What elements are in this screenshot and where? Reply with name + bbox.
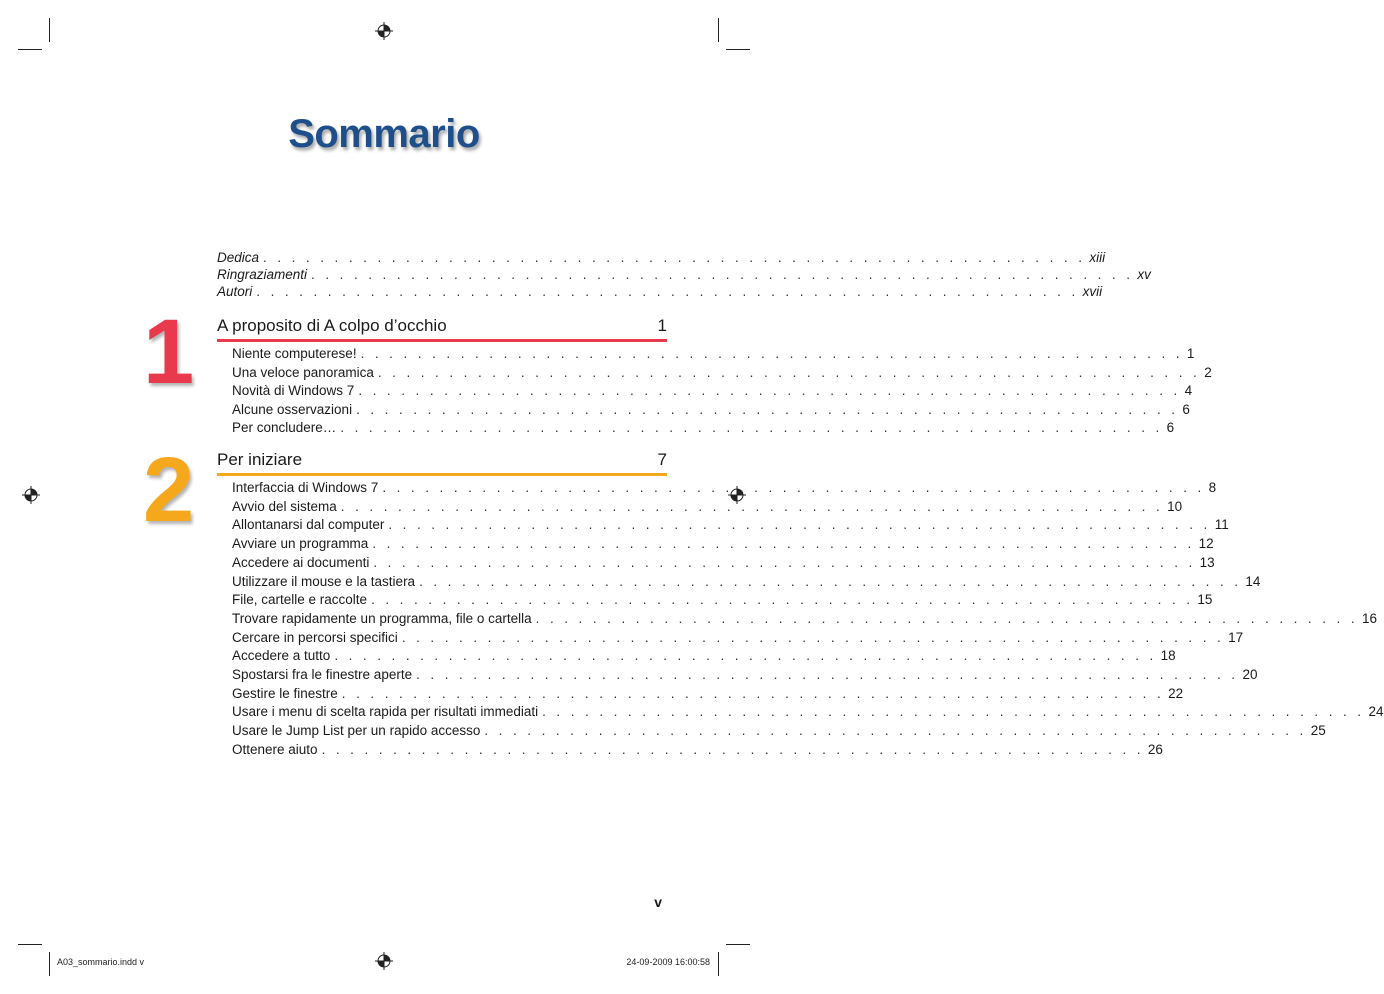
chapter-rule: [217, 473, 667, 476]
toc-entry-label: Utilizzare il mouse e la tastiera: [232, 573, 416, 589]
toc-entry-label: File, cartelle e raccolte: [232, 592, 368, 608]
leader-dots: . . . . . . . . . . . . . . . . . . . . . . . . . . . . . . . . . . . . . . . . . . . . . . . . . . . . . . . . . .: [356, 401, 1179, 417]
toc-entry-page: 24: [1368, 704, 1384, 720]
leader-dots: . . . . . . . . . . . . . . . . . . . . . . . . . . . . . . . . . . . . . . . . . . . . . . . . . . . . . . . . . .: [484, 723, 1307, 739]
toc-entry-page: 6: [1166, 420, 1175, 436]
leader-dots: . . . . . . . . . . . . . . . . . . . . . . . . . . . . . . . . . . . . . . . . . . . . . . . . . . . . . . . . . .: [535, 610, 1358, 626]
leader-dots: . . . . . . . . . . . . . . . . . . . . . . . . . . . . . . . . . . . . . . . . . . . . . . . . . . . . . . . . . .: [311, 267, 1134, 282]
toc-entry-page: 13: [1199, 554, 1215, 570]
toc-entry-label: Dedica: [217, 250, 260, 265]
toc-entry-label: Ringraziamenti: [217, 267, 308, 282]
toc-entry-label: Spostarsi fra le finestre aperte: [232, 667, 413, 682]
toc-entry-label: Interfaccia di Windows 7: [232, 480, 379, 495]
toc-entry-label: Cercare in percorsi specifici: [232, 629, 398, 645]
toc-entry-page: 2: [1204, 364, 1212, 380]
toc-entry[interactable]: [232, 573, 1261, 589]
toc-entry[interactable]: [232, 498, 1183, 514]
toc-entry-page: 16: [1361, 610, 1378, 626]
toc-entry[interactable]: [232, 648, 1176, 664]
toc-entry-page: 4: [1184, 383, 1193, 399]
page-number: v: [654, 894, 662, 910]
toc-entry-page: xvii: [1082, 284, 1103, 299]
crop-mark: [18, 944, 42, 945]
toc-entry[interactable]: [232, 536, 1214, 552]
toc-entry-page: 15: [1197, 592, 1213, 608]
toc-entry[interactable]: [232, 741, 1163, 757]
toc-entry-page: xv: [1137, 267, 1151, 282]
leader-dots: . . . . . . . . . . . . . . . . . . . . . . . . . . . . . . . . . . . . . . . . . . . . . . . . . . . . . . . . . .: [542, 704, 1365, 720]
toc-entry[interactable]: [232, 667, 1258, 682]
leader-dots: . . . . . . . . . . . . . . . . . . . . . . . . . . . . . . . . . . . . . . . . . . . . . . . . . . . . . . . . . .: [340, 420, 1163, 436]
toc-entry-page: 1: [1186, 346, 1195, 361]
toc-entry-page: 22: [1168, 685, 1184, 701]
leader-dots: . . . . . . . . . . . . . . . . . . . . . . . . . . . . . . . . . . . . . . . . . . . . . . . . . . . . . . . . . .: [419, 573, 1242, 589]
toc-entry[interactable]: [232, 592, 1213, 608]
toc-entry-label: Avvio del sistema: [232, 498, 337, 514]
crop-mark: [18, 49, 42, 50]
chapter-number: 1: [143, 301, 195, 403]
leader-dots: . . . . . . . . . . . . . . . . . . . . . . . . . . . . . . . . . . . . . . . . . . . . . . . . . . . . . . . . . .: [341, 685, 1165, 701]
leader-dots: . . . . . . . . . . . . . . . . . . . . . . . . . . . . . . . . . . . . . . . . . . . . . . . . . . . . . . . . . .: [334, 648, 1157, 664]
leader-dots: . . . . . . . . . . . . . . . . . . . . . . . . . . . . . . . . . . . . . . . . . . . . . . . . . . . . . . . . . .: [401, 629, 1225, 645]
toc-entry-label: Una veloce panoramica: [232, 364, 374, 380]
chapter-title: A proposito di A colpo d’occhio: [217, 316, 447, 335]
toc-entry[interactable]: [232, 554, 1215, 570]
toc-entry[interactable]: [232, 346, 1195, 361]
toc-entry-page: xiii: [1089, 250, 1106, 265]
toc-entry[interactable]: [232, 480, 1217, 495]
leader-dots: . . . . . . . . . . . . . . . . . . . . . . . . . . . . . . . . . . . . . . . . . . . . . . . . . . . . . . . . . .: [377, 364, 1201, 380]
toc-entry[interactable]: [232, 610, 1378, 626]
toc-entry-page: 6: [1182, 401, 1190, 417]
toc-entry-front-matter[interactable]: [217, 250, 1106, 265]
toc-entry-page: 12: [1198, 536, 1214, 552]
toc-entry-label: Niente computerese!: [232, 346, 357, 361]
leader-dots: . . . . . . . . . . . . . . . . . . . . . . . . . . . . . . . . . . . . . . . . . . . . . . . . . . . . . . . . . .: [371, 592, 1194, 608]
registration-mark-icon: [375, 22, 393, 40]
toc-entry-page: 20: [1242, 667, 1258, 682]
leader-dots: . . . . . . . . . . . . . . . . . . . . . . . . . . . . . . . . . . . . . . . . . . . . . . . . . . . . . . . . . .: [372, 536, 1195, 552]
page-title: Sommario: [288, 112, 480, 156]
slug-filename: A03_sommario.indd v: [57, 957, 145, 967]
crop-mark: [49, 18, 50, 42]
crop-mark: [718, 18, 719, 42]
chapter-page: 7: [657, 450, 667, 469]
toc-entry[interactable]: [232, 383, 1193, 399]
toc-entry[interactable]: [232, 517, 1229, 533]
toc-entry-label: Gestire le finestre: [232, 685, 338, 701]
leader-dots: . . . . . . . . . . . . . . . . . . . . . . . . . . . . . . . . . . . . . . . . . . . . . . . . . . . . . . . . . .: [263, 250, 1086, 265]
leader-dots: . . . . . . . . . . . . . . . . . . . . . . . . . . . . . . . . . . . . . . . . . . . . . . . . . . . . . . . . . .: [358, 383, 1181, 399]
registration-mark-icon: [22, 486, 40, 504]
toc-entry-page: 26: [1147, 741, 1163, 757]
chapter-rule: [217, 339, 667, 342]
slug-datetime: 24-09-2009 16:00:58: [626, 957, 710, 967]
leader-dots: . . . . . . . . . . . . . . . . . . . . . . . . . . . . . . . . . . . . . . . . . . . . . . . . . . . . . . . . . .: [340, 498, 1164, 514]
toc-entry-page: 10: [1167, 498, 1183, 514]
toc-entry-label: Avviare un programma: [232, 536, 369, 552]
leader-dots: . . . . . . . . . . . . . . . . . . . . . . . . . . . . . . . . . . . . . . . . . . . . . . . . . . . . . . . . . .: [416, 667, 1239, 682]
chapter-page: 1: [657, 316, 667, 335]
toc-entry-label: Trovare rapidamente un programma, file o cartella: [232, 610, 532, 626]
toc-entry[interactable]: [232, 401, 1190, 417]
toc-entry-label: Allontanarsi dal computer: [232, 517, 385, 533]
toc-entry-page: 18: [1160, 648, 1176, 664]
toc-entry-label: Novità di Windows 7: [232, 383, 355, 399]
leader-dots: . . . . . . . . . . . . . . . . . . . . . . . . . . . . . . . . . . . . . . . . . . . . . . . . . . . . . . . . . .: [256, 284, 1079, 299]
crop-mark: [49, 952, 50, 976]
toc-entry-label: Usare le Jump List per un rapido accesso: [232, 723, 481, 739]
toc-entry[interactable]: [232, 704, 1384, 720]
toc-entry-page: 14: [1245, 573, 1261, 589]
registration-mark-icon: [375, 952, 393, 970]
toc-entry-label: Per concludere…: [232, 420, 337, 436]
toc-entry-label: Accedere ai documenti: [232, 554, 370, 570]
toc-entry[interactable]: [232, 420, 1175, 436]
toc-entry-page: 17: [1228, 629, 1244, 645]
toc-entry-label: Ottenere aiuto: [232, 741, 318, 757]
toc-entry-front-matter[interactable]: [217, 284, 1103, 299]
chapter-title: Per iniziare: [217, 450, 303, 469]
toc-entry-label: Alcune osservazioni: [232, 401, 353, 417]
toc-entry-page: 25: [1310, 723, 1326, 739]
toc-entry-front-matter[interactable]: [217, 267, 1151, 282]
leader-dots: . . . . . . . . . . . . . . . . . . . . . . . . . . . . . . . . . . . . . . . . . . . . . . . . . . . . . . . . . .: [382, 480, 1205, 495]
chapter-number: 2: [143, 439, 195, 541]
crop-mark: [718, 952, 719, 976]
toc-entry[interactable]: [232, 364, 1212, 380]
leader-dots: . . . . . . . . . . . . . . . . . . . . . . . . . . . . . . . . . . . . . . . . . . . . . . . . . . . . . . . . . .: [373, 554, 1196, 570]
leader-dots: . . . . . . . . . . . . . . . . . . . . . . . . . . . . . . . . . . . . . . . . . . . . . . . . . . . . . . . . . .: [360, 346, 1183, 361]
toc-entry[interactable]: [232, 685, 1184, 701]
crop-mark: [726, 944, 750, 945]
leader-dots: . . . . . . . . . . . . . . . . . . . . . . . . . . . . . . . . . . . . . . . . . . . . . . . . . . . . . . . . . .: [321, 741, 1144, 757]
toc-entry[interactable]: [232, 723, 1326, 739]
toc-entry[interactable]: [232, 629, 1244, 645]
leader-dots: . . . . . . . . . . . . . . . . . . . . . . . . . . . . . . . . . . . . . . . . . . . . . . . . . . . . . . . . . .: [388, 517, 1211, 533]
crop-mark: [726, 49, 750, 50]
toc-entry-page: 11: [1214, 517, 1229, 533]
toc-entry-label: Usare i menu di scelta rapida per risultati immediati: [232, 704, 539, 720]
toc-entry-label: Accedere a tutto: [232, 648, 331, 664]
toc-entry-page: 8: [1208, 480, 1217, 495]
toc-entry-label: Autori: [217, 284, 253, 299]
